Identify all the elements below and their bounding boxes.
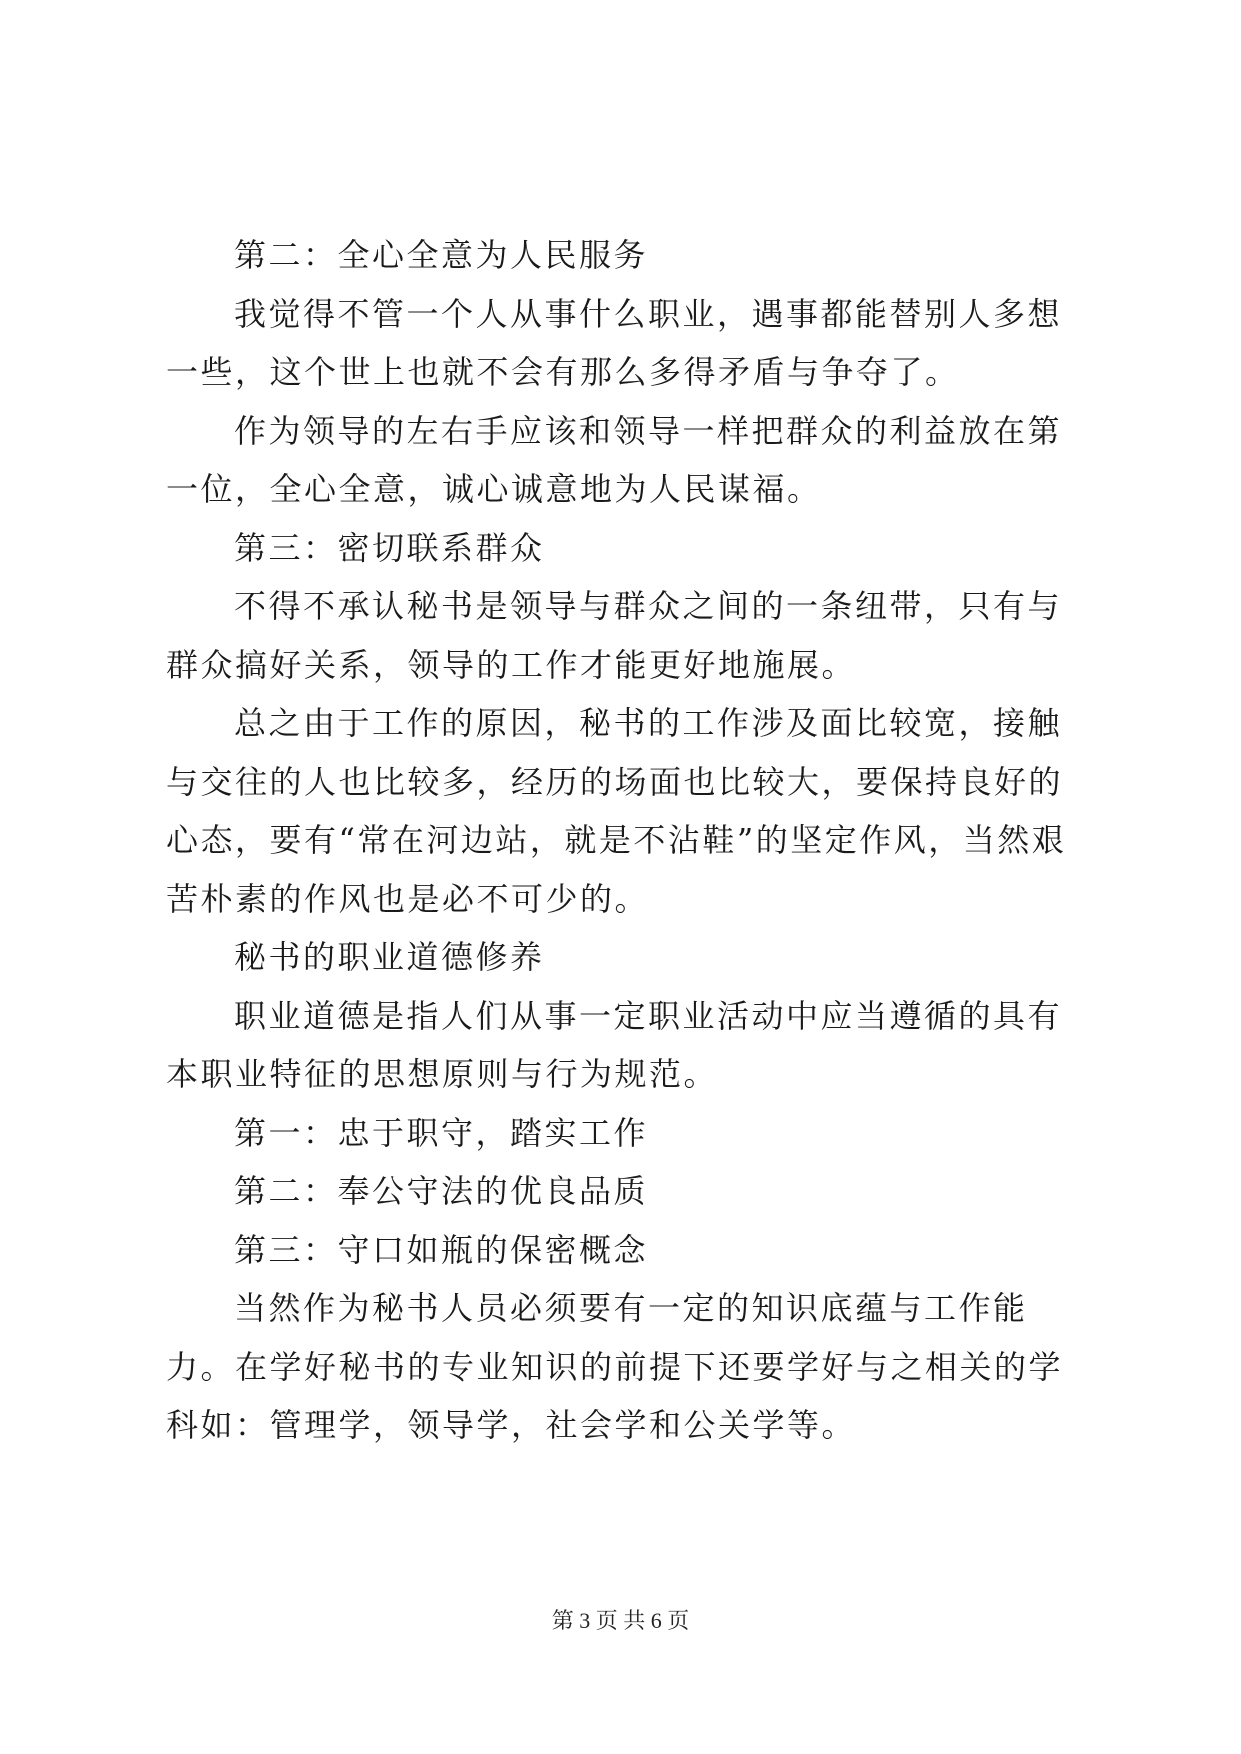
- paragraph: 总之由于工作的原因，秘书的工作涉及面比较宽，接触与交往的人也比较多，经历的场面也比较大，要保持良好的心态，要有“常在河边站，就是不沾鞋”的坚定作风，当然艰苦朴素的作风也是必不可少的。: [166, 704, 1067, 918]
- paragraph: 我觉得不管一个人从事什么职业，遇事都能替别人多想一些，这个世上也就不会有那么多得矛盾与争夺了。: [166, 294, 1063, 391]
- document-body: [166, 226, 1086, 1455]
- paragraph-heading-second: 第二：奉公守法的优良品质: [234, 1172, 649, 1210]
- paragraph: 职业道德是指人们从事一定职业活动中应当遵循的具有本职业特征的思想原则与行为规范。: [166, 996, 1063, 1093]
- paragraph-heading-first: 第一：忠于职守，踏实工作: [234, 1113, 649, 1152]
- paragraph-heading-second-service: 第二：全心全意为人民服务: [234, 236, 649, 274]
- paragraph-heading-third-contact: 第三：密切联系群众: [234, 528, 545, 567]
- paragraph: 作为领导的左右手应该和领导一样把群众的利益放在第一位，全心全意，诚心诚意地为人民谋福。: [166, 411, 1063, 508]
- section-title: 秘书的职业道德修养: [234, 938, 545, 976]
- paragraph: 当然作为秘书人员必须要有一定的知识底蕴与工作能力。在学好秘书的专业知识的前提下还要学好与之相关的学科如：管理学，领导学，社会学和公关学等。: [166, 1289, 1064, 1444]
- page-footer: 第 3 页 共 6 页: [551, 1608, 690, 1633]
- paragraph: 不得不承认秘书是领导与群众之间的一条纽带，只有与群众搞好关系，领导的工作才能更好地施展。: [166, 587, 1063, 684]
- paragraph-heading-third: 第三：守口如瓶的保密概念: [234, 1230, 649, 1269]
